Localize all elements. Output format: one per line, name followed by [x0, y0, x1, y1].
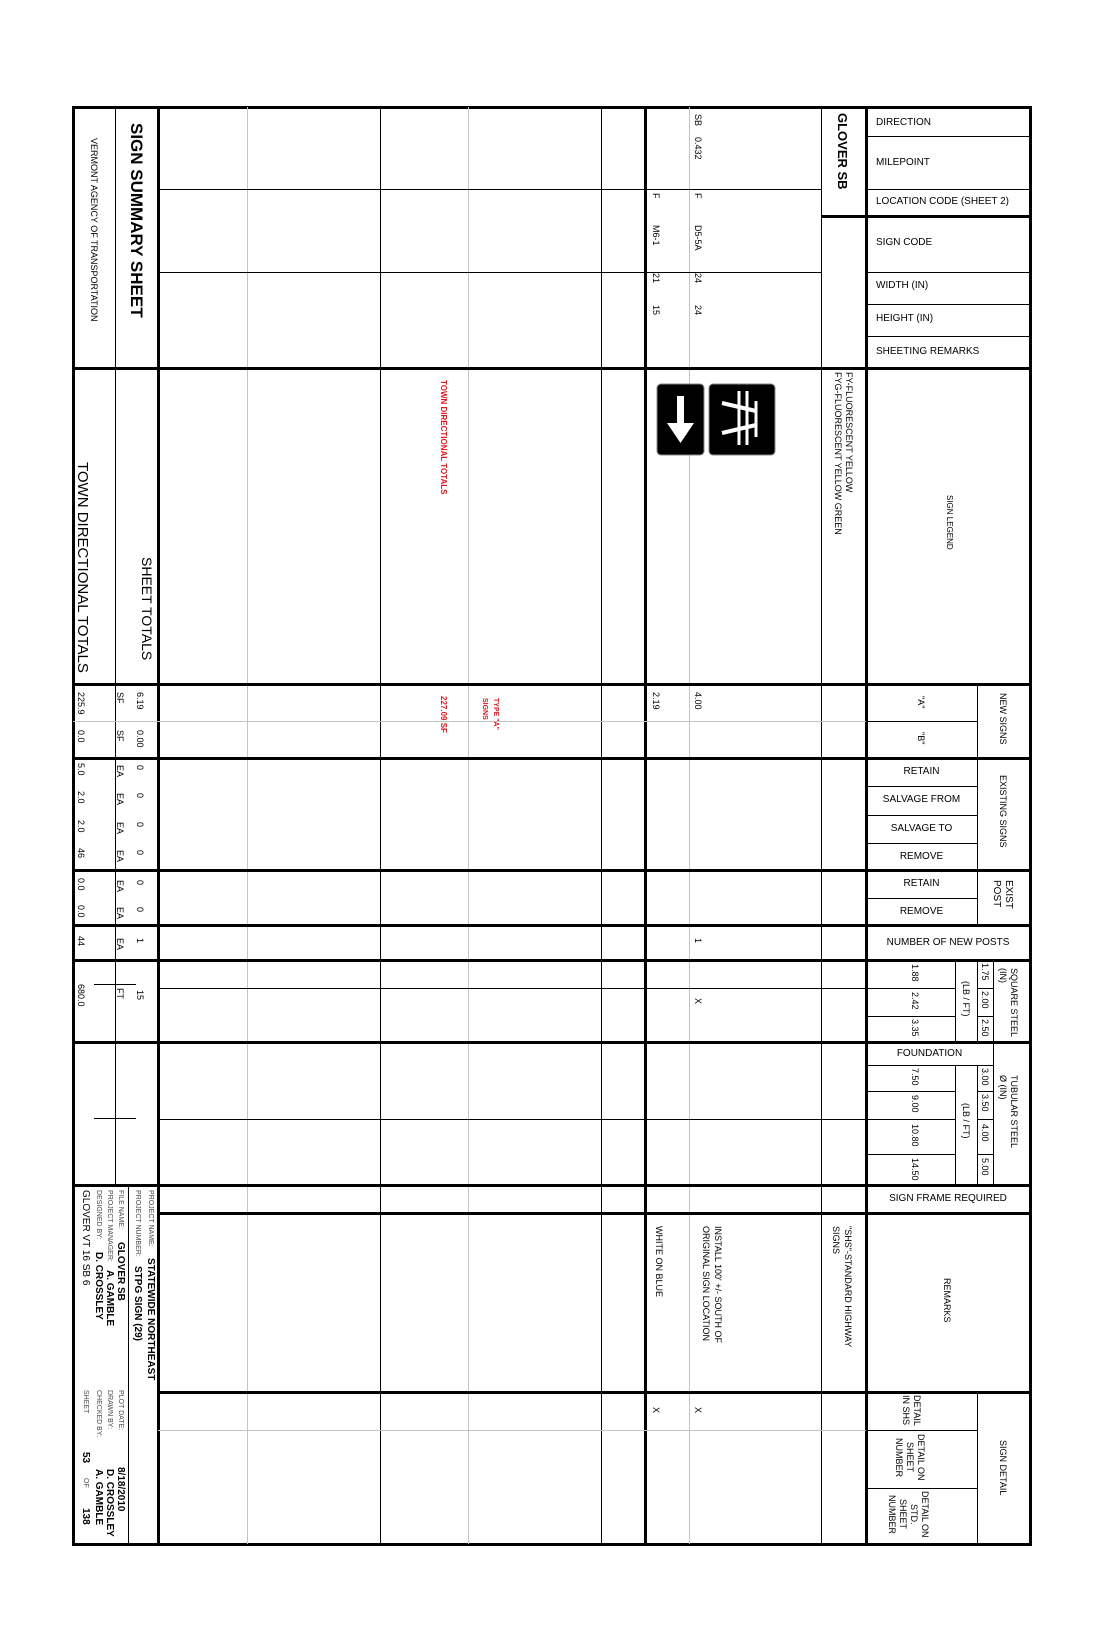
rule: [866, 843, 977, 844]
salvage-to-label: SALVAGE TO: [890, 823, 953, 834]
post-retain-label: RETAIN: [903, 878, 940, 889]
checked-by: A. GAMBLE: [93, 1469, 104, 1526]
of-label: OF: [82, 1478, 89, 1488]
rule: [158, 1430, 866, 1431]
plot-date-label: PLOT DATE:: [117, 1390, 124, 1431]
detail-std-label: DETAIL ON STD. SHEET NUMBER: [887, 1491, 930, 1538]
rule: [977, 1091, 993, 1092]
type-a-label: "A": [916, 696, 926, 709]
rule: [73, 959, 1030, 962]
remarks-value: INSTALL 100' +/- SOUTH OF ORIGINAL SIGN LOCATION: [701, 1226, 723, 1343]
town-total-value: 0.0: [76, 878, 86, 891]
divider: [601, 107, 602, 1544]
tubular-size: 5.00: [980, 1158, 990, 1176]
town-totals-annotation: TOWN DIRECTIONAL TOTALS: [439, 380, 448, 495]
square-size: 2.00: [980, 991, 990, 1009]
rule: [866, 1430, 977, 1431]
designed-by-label: DESIGNED BY:: [95, 1190, 102, 1240]
sheet-total-value: 6.19: [135, 692, 145, 710]
manager: A. GAMBLE: [104, 1270, 115, 1327]
tubular-steel-label: TUBULAR STEEL Ø (IN): [998, 1075, 1019, 1149]
town-total-value: 46: [76, 848, 86, 859]
square-weight: 2.42: [910, 992, 920, 1010]
town-total-value: 0.0: [76, 905, 86, 918]
salvage-from-label: SALVAGE FROM: [882, 794, 961, 805]
plot-date: 8/18/2010: [115, 1467, 126, 1512]
rule: [866, 1154, 955, 1155]
height-value: 15: [651, 305, 661, 316]
milepoint-label: MILEPOINT: [876, 157, 930, 168]
sheet-total-value: 0: [135, 765, 145, 771]
divider: [247, 107, 248, 1544]
unit-label: EA: [115, 850, 125, 863]
rule: [73, 1041, 1030, 1044]
rule: [977, 1154, 993, 1155]
foundation-label: FOUNDATION: [896, 1048, 963, 1059]
rule: [158, 988, 955, 989]
unit-label: SF: [115, 692, 125, 704]
square-steel-label: SQUARE STEEL (IN): [998, 968, 1019, 1038]
sheet-total-value: 0: [135, 822, 145, 828]
detail-shs-value: X: [693, 1407, 703, 1414]
rule: [158, 1391, 1030, 1394]
square-weight: 3.35: [910, 1019, 920, 1037]
location-code-label: LOCATION CODE (SHEET 2): [876, 196, 1009, 207]
file-name: GLOVER SB: [115, 1242, 126, 1301]
rule: [158, 1119, 955, 1120]
remarks-value: WHITE ON BLUE: [654, 1226, 664, 1298]
divider: [128, 1185, 129, 1544]
sheet-total: 138: [80, 1508, 91, 1525]
sheet-number: 53: [80, 1452, 91, 1464]
sheet-label: SHEET: [82, 1390, 89, 1414]
sign-legend-label: SIGN LEGEND: [945, 495, 954, 550]
rule: [866, 1488, 977, 1489]
height-value: 24: [693, 305, 703, 316]
width-value: 21: [651, 273, 661, 284]
project-number-label: PROJECT NUMBER:: [134, 1190, 141, 1257]
exist-post-label: EXIST POST: [991, 880, 1014, 909]
rule: [866, 815, 977, 816]
rule: [866, 189, 1030, 190]
lb-ft-label: (LB / FT): [961, 1103, 971, 1139]
sheet-total-value: 1: [135, 938, 145, 944]
rule: [73, 721, 866, 722]
rule: [94, 1118, 136, 1119]
location-code-value: F: [651, 193, 661, 199]
lb-ft-label: (LB / FT): [961, 981, 971, 1017]
picnic-area-sign-icon: [708, 383, 776, 456]
remove-label: REMOVE: [899, 851, 944, 862]
rule: [158, 272, 821, 273]
unit-label: EA: [115, 822, 125, 835]
divider: [468, 107, 469, 1544]
divider: [380, 107, 381, 1544]
town-total-value: 44: [76, 936, 86, 947]
sheet-totals-label: SHEET TOTALS: [139, 557, 155, 661]
location-id: GLOVER VT 16 SB 6: [80, 1190, 91, 1286]
sign-detail-label: SIGN DETAIL: [998, 1440, 1008, 1496]
location-name: GLOVER SB: [835, 113, 850, 190]
sign-frame-label: SIGN FRAME REQUIRED: [889, 1193, 1007, 1204]
square-steel-value: X: [693, 998, 703, 1005]
rule: [73, 1184, 1030, 1187]
rule: [866, 136, 1030, 137]
divider: [157, 107, 160, 1544]
rule: [94, 984, 136, 985]
rule: [158, 189, 821, 190]
new-a-value: 4.00: [693, 692, 703, 710]
rule: [73, 869, 1030, 872]
town-total-value: 2.0: [76, 791, 86, 804]
unit-label: EA: [115, 793, 125, 806]
rule: [73, 924, 1030, 927]
rule: [158, 1212, 1030, 1215]
manager-label: PROJECT MANAGER:: [106, 1190, 113, 1262]
sign-code-value: M6-1: [651, 225, 661, 246]
divider: [977, 1392, 978, 1544]
checked-by-label: CHECKED BY:: [95, 1390, 102, 1438]
divider: [977, 1065, 978, 1185]
sheet-title: SIGN SUMMARY SHEET: [127, 123, 146, 318]
drawn-by: D. CROSSLEY: [104, 1469, 115, 1537]
sign-code-label: SIGN CODE: [876, 237, 933, 248]
sign-code-value: D5-5A: [693, 225, 703, 251]
divider: [993, 960, 994, 1185]
town-total-value: 0.0: [76, 730, 86, 743]
rule: [977, 1119, 993, 1120]
square-size: 1.75: [980, 963, 990, 981]
direction-label: DIRECTION: [876, 117, 931, 128]
sheeting-remarks-label: SHEETING REMARKS: [876, 346, 980, 357]
unit-label: EA: [115, 765, 125, 778]
remarks-label: REMARKS: [942, 1278, 952, 1323]
project-name-label: PROJECT NAME:: [147, 1190, 154, 1247]
divider: [689, 107, 690, 1544]
divider: [977, 960, 978, 1042]
divider: [115, 107, 116, 1185]
area-annotation: 227.09 SF: [439, 696, 448, 733]
retain-label: RETAIN: [903, 766, 940, 777]
border-right: [1029, 106, 1032, 1546]
sheeting-legend: FY-FLUORESCENT YELLOW FYG-FLUORESCENT YELLOW GREEN: [833, 372, 854, 535]
rule: [866, 786, 977, 787]
sheet-total-value: 0.00: [135, 730, 145, 748]
tubular-weight: 7.50: [910, 1068, 920, 1086]
unit-label: FT: [115, 988, 125, 999]
type-a-annotation: TYPE "A" SIGNS: [481, 698, 499, 730]
border-bottom: [72, 1543, 1032, 1546]
square-size: 2.50: [980, 1019, 990, 1037]
square-weight: 1.88: [910, 964, 920, 982]
divider: [955, 1065, 956, 1185]
sheet-total-value: 0: [135, 793, 145, 799]
detail-sheet-label: DETAIL ON SHEET NUMBER: [894, 1434, 926, 1481]
rule: [866, 1091, 955, 1092]
tubular-weight: 10.80: [910, 1124, 920, 1147]
sheet-total-value: 0: [135, 907, 145, 913]
rule: [866, 1065, 993, 1066]
drawn-by-label: DRAWN BY:: [106, 1390, 113, 1430]
location-code-value: F: [693, 193, 703, 199]
border-top: [72, 106, 1032, 109]
sheet-total-value: 0: [135, 880, 145, 886]
height-label: HEIGHT (IN): [876, 313, 934, 324]
new-a-value: 2.19: [651, 692, 661, 710]
tubular-size: 3.00: [980, 1068, 990, 1086]
existing-signs-label: EXISTING SIGNS: [998, 775, 1008, 848]
new-posts-label: NUMBER OF NEW POSTS: [886, 937, 1010, 948]
designed-by: D. CROSSLEY: [93, 1252, 104, 1320]
post-remove-label: REMOVE: [899, 906, 944, 917]
rule: [866, 272, 1030, 273]
shs-note: "SHS"-STANDARD HIGHWAY SIGNS: [831, 1226, 853, 1348]
tubular-weight: 9.00: [910, 1095, 920, 1113]
tubular-size: 3.50: [980, 1094, 990, 1112]
unit-label: SF: [115, 730, 125, 742]
town-total-value: 680.0: [76, 984, 86, 1007]
detail-shs-label: DETAIL IN SHS: [901, 1395, 922, 1426]
sheet-total-value: 0: [135, 850, 145, 856]
project-number: STPG SIGN (29): [132, 1266, 143, 1342]
detail-shs-value: X: [651, 1407, 661, 1414]
rule: [73, 757, 1030, 760]
rule: [866, 1016, 955, 1017]
town-totals-label: TOWN DIRECTIONAL TOTALS: [74, 462, 91, 673]
width-value: 24: [693, 273, 703, 284]
milepoint-value: 0.432: [693, 137, 703, 160]
rule: [866, 898, 977, 899]
unit-label: EA: [115, 880, 125, 893]
divider: [644, 107, 647, 1544]
new-posts-value: 1: [693, 938, 703, 944]
file-name-label: FILE NAME:: [117, 1190, 124, 1229]
sheet-total-value: 15: [135, 990, 145, 1001]
rule: [977, 988, 993, 989]
down-arrow-sign-icon: [656, 383, 705, 456]
new-signs-label: NEW SIGNS: [998, 693, 1008, 745]
tubular-weight: 14.50: [910, 1158, 920, 1181]
divider: [977, 684, 978, 925]
rule: [73, 367, 1030, 370]
town-total-value: 5.0: [76, 763, 86, 776]
rule: [866, 304, 1030, 305]
town-total-value: 225.9: [76, 692, 86, 715]
unit-label: EA: [115, 938, 125, 951]
divider: [821, 107, 822, 1544]
tubular-size: 4.00: [980, 1124, 990, 1142]
width-label: WIDTH (IN): [876, 280, 929, 291]
town-total-value: 2.0: [76, 820, 86, 833]
rule: [866, 721, 977, 722]
rule: [821, 215, 1030, 218]
unit-label: EA: [115, 907, 125, 920]
rule: [73, 683, 1030, 686]
rule: [866, 336, 1030, 337]
project-name: STATEWIDE NORTHEAST: [145, 1258, 156, 1381]
direction-value: SB: [693, 114, 703, 127]
type-b-label: "B": [916, 732, 926, 745]
divider: [955, 960, 956, 1042]
agency-name: VERMONT AGENCY OF TRANSPORTATION: [89, 138, 99, 322]
rule: [977, 1016, 993, 1017]
